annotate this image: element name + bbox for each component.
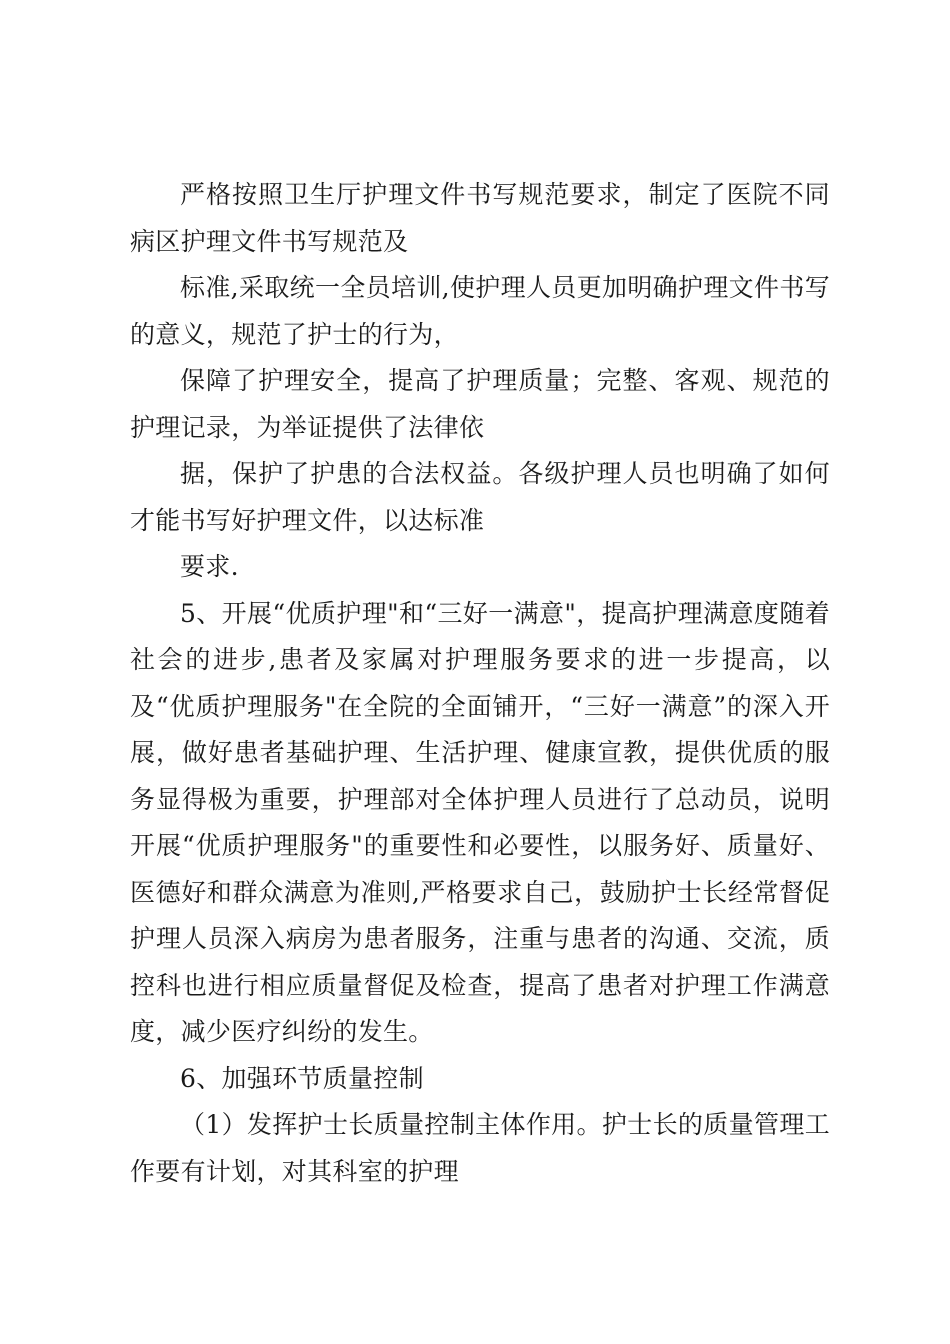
- paragraph-4: 据，保护了护患的合法权益。各级护理人员也明确了如何才能书写好护理文件，以达标准: [130, 459, 830, 535]
- paragraph-8: （1）发挥护士长质量控制主体作用。护士长的质量管理工作要有计划，对其科室的护理: [130, 1110, 830, 1186]
- document-body: [130, 172, 830, 1195]
- paragraph-3: 保障了护理安全，提高了护理质量；完整、客观、规范的护理记录，为举证提供了法律依: [130, 366, 830, 442]
- paragraph-2: 标准,采取统一全员培训,使护理人员更加明确护理文件书写的意义，规范了护士的行为，: [130, 273, 830, 349]
- paragraph-6: 5、开展“优质护理"和“三好一满意"，提高护理满意度随着社会的进步,患者及家属对护理服务要求的进一步提高，以及“优质护理服务"在全院的全面铺开，“三好一满意”的深入开展，做好患者基础护理、生活护理、健康宣教，提供优质的服务显得极为重要，护理部对全体护理人员进行了总动员，说明开展“优质护理服务"的重要性和必要性，以服务好、质量好、医德好和群众满意为准则,严格要求自己，鼓励护士长经常督促护理人员深入病房为患者服务，注重与患者的沟通、交流，质控科也进行相应质量督促及检查，提高了患者对护理工作满意度，减少医疗纠纷的发生。: [130, 598, 830, 1046]
- paragraph-5: 要求.: [180, 552, 239, 581]
- paragraph-7: 6、加强环节质量控制: [180, 1063, 424, 1093]
- paragraph-1: 严格按照卫生厅护理文件书写规范要求，制定了医院不同病区护理文件书写规范及: [130, 180, 830, 256]
